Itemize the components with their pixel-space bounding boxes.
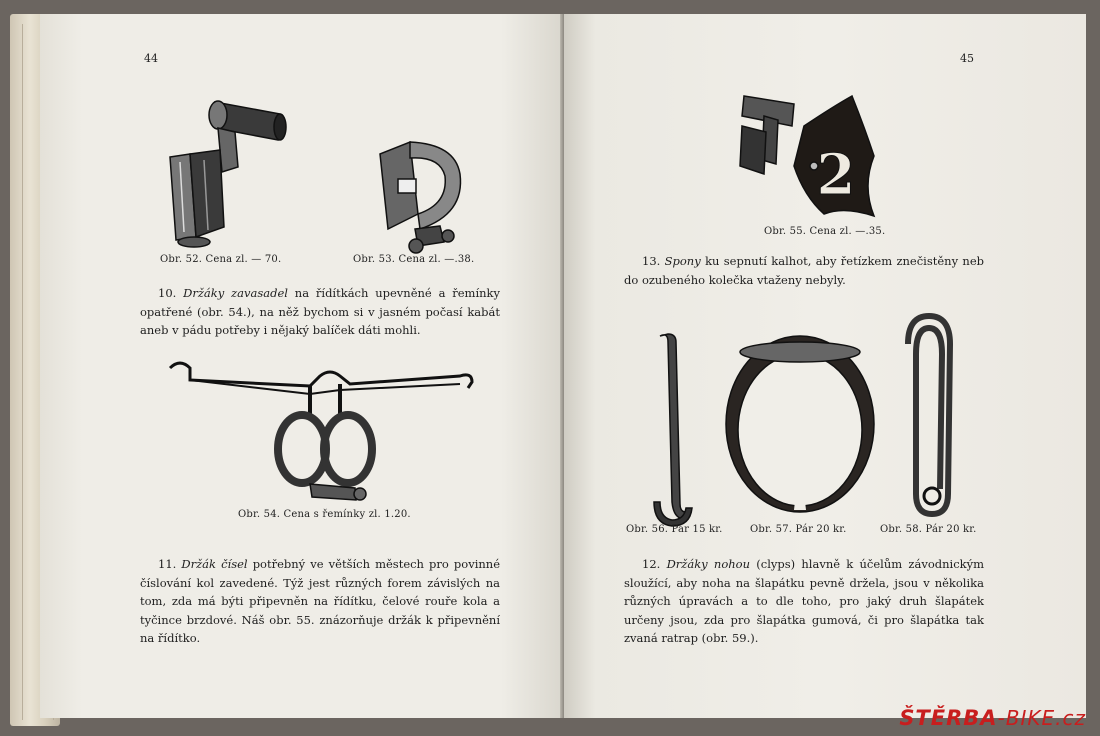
section-10-term: Držáky zavasadel — [183, 286, 288, 300]
figure-55-number-plate-holder — [734, 86, 884, 226]
section-11-text: potřebný ve větších městech pro povinné číslování kol zavedené. Týž jest různých forem závislých na tom, zda má býti připevněn na řídítku, čelové rouře kola a tyčince brzdové. Náš obr. 55. znázorňuje držák k připevnění na řídítko. — [140, 557, 501, 645]
figure-52-handlebar-clamp — [160, 92, 310, 257]
left-page — [40, 14, 564, 718]
watermark-logo — [899, 706, 1086, 730]
section-12-term: Držáky nohou — [666, 557, 750, 571]
figure-57-trouser-band — [724, 332, 879, 522]
figure-56-trouser-clip — [650, 332, 700, 532]
caption-fig-57: Obr. 57. Pár 20 kr. — [750, 524, 847, 535]
caption-fig-53: Obr. 53. Cena zl. —.38. — [353, 254, 475, 265]
section-11-number: 11. — [158, 557, 177, 571]
figure-58-safety-pin-clip — [902, 314, 957, 524]
watermark-brand: ŠTĚRBA — [899, 706, 998, 730]
paragraph-13 — [624, 252, 984, 289]
section-13-term: Spony — [664, 254, 701, 268]
caption-fig-55: Obr. 55. Cena zl. —.35. — [764, 226, 886, 237]
watermark-suffix: -BIKE.cz — [997, 706, 1086, 730]
section-13-text: ku sepnutí kalhot, aby řetízkem znečistěny neb do ozubeného kolečka vtaženy nebyly. — [624, 254, 985, 287]
figure-54-luggage-carrier — [160, 354, 480, 514]
caption-fig-54: Obr. 54. Cena s řemínky zl. 1.20. — [238, 509, 411, 520]
section-12-text: (clyps) hlavně k účelům závodnickým sloužící, aby noha na šlapátku pevně držela, jsou v několika různých úpravách a to dle toho, pro jaký druh šlapátek určeny jsou, zda pro šlapátka gumová, či pro šlapátka tak zvaná ratrap (obr. 59.). — [624, 557, 985, 645]
caption-fig-56: Obr. 56. Pár 15 kr. — [626, 524, 723, 535]
section-12-number: 12. — [642, 557, 661, 571]
page-number-left: 44 — [144, 52, 158, 65]
section-10-number: 10. — [158, 286, 177, 300]
caption-fig-52: Obr. 52. Cena zl. — 70. — [160, 254, 282, 265]
paragraph-11 — [140, 555, 500, 648]
section-13-number: 13. — [642, 254, 661, 268]
number-plate-digit: 2 — [816, 142, 856, 208]
figure-53-band-clamp — [360, 134, 490, 264]
paragraph-12 — [624, 555, 984, 648]
page-number-right: 45 — [960, 52, 974, 65]
caption-fig-58: Obr. 58. Pár 20 kr. — [880, 524, 977, 535]
section-10-text: na řídítkách upevněné a řemínky opatřené (obr. 54.), na něž bychom si v jasném počasí kabát aneb v pádu potřeby i nějaký balíček dáti mohli. — [140, 286, 501, 337]
paragraph-10 — [140, 284, 500, 340]
section-11-term: Držák čísel — [181, 557, 248, 571]
right-page — [564, 14, 1086, 718]
